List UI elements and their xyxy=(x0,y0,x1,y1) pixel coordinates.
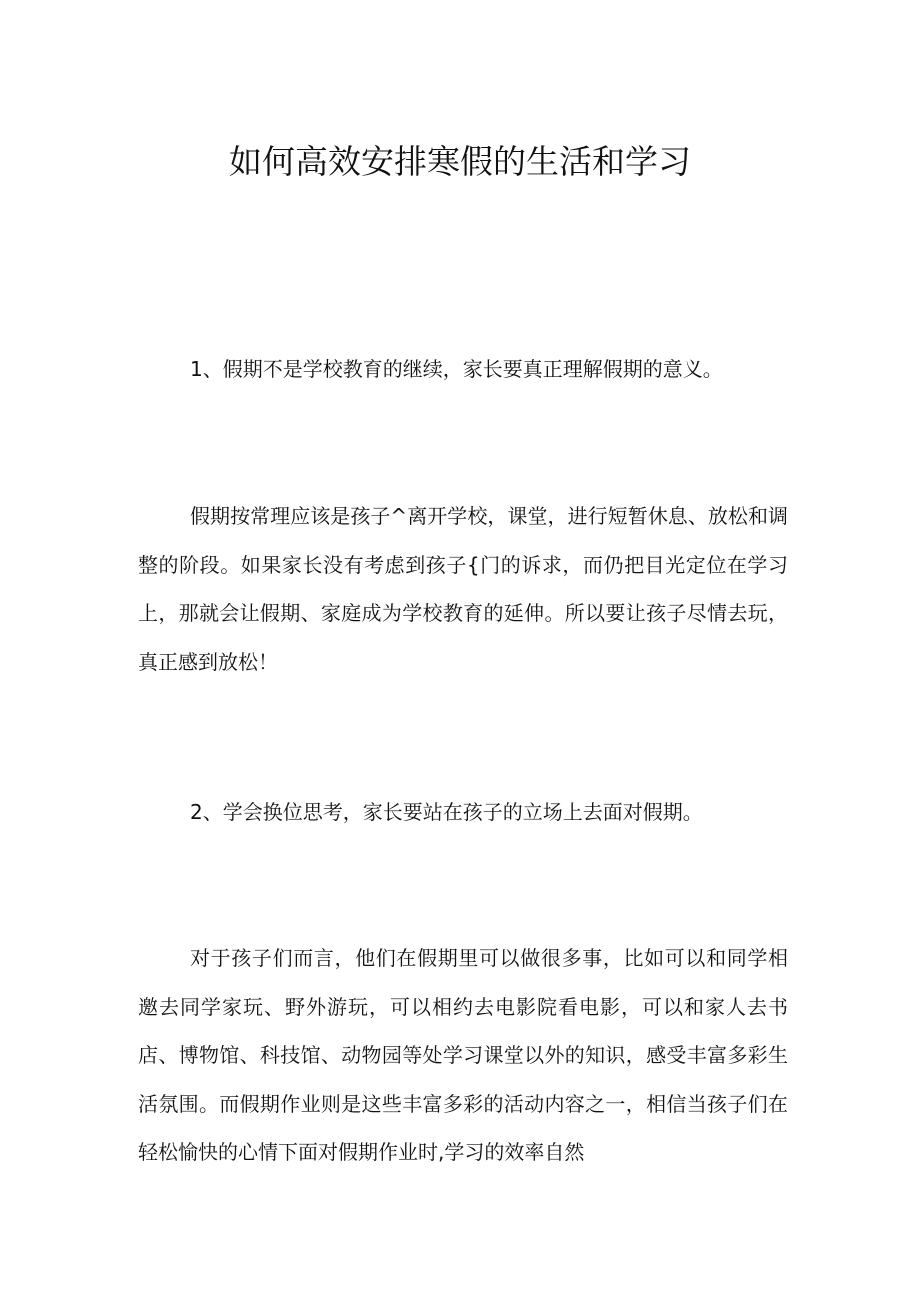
section-2-body: 对于孩子们而言，他们在假期里可以做很多事，比如可以和同学相邀去同学家玩、野外游玩，可以相约去电影院看电影，可以和家人去书店、博物馆、科技馆、动物园等处学习课堂以外的知识，感受丰富多彩生活氛围。而假期作业则是这些丰富多彩的活动内容之一，相信当孩子们在轻松愉快的心情下面对假期作业时,学习的效率自然 xyxy=(138,946,788,1164)
section-1-body: 假期按常理应该是孩子^离开学校，课堂，进行短暂休息、放松和调整的阶段。如果家长没有考虑到孩子{门的诉求，而仍把目光定位在学习上，那就会让假期、家庭成为学校教育的延伸。所以要让孩子尽情去玩，真正感到放松！ xyxy=(138,504,788,674)
section-1-heading: 1、假期不是学校教育的继续，家长要真正理解假期的意义。 xyxy=(190,357,723,381)
section-2-heading: 2、学会换位思考，家长要站在孩子的立场上去面对假期。 xyxy=(190,800,703,824)
document-title: 如何高效安排寒假的生活和学习 xyxy=(229,142,691,181)
